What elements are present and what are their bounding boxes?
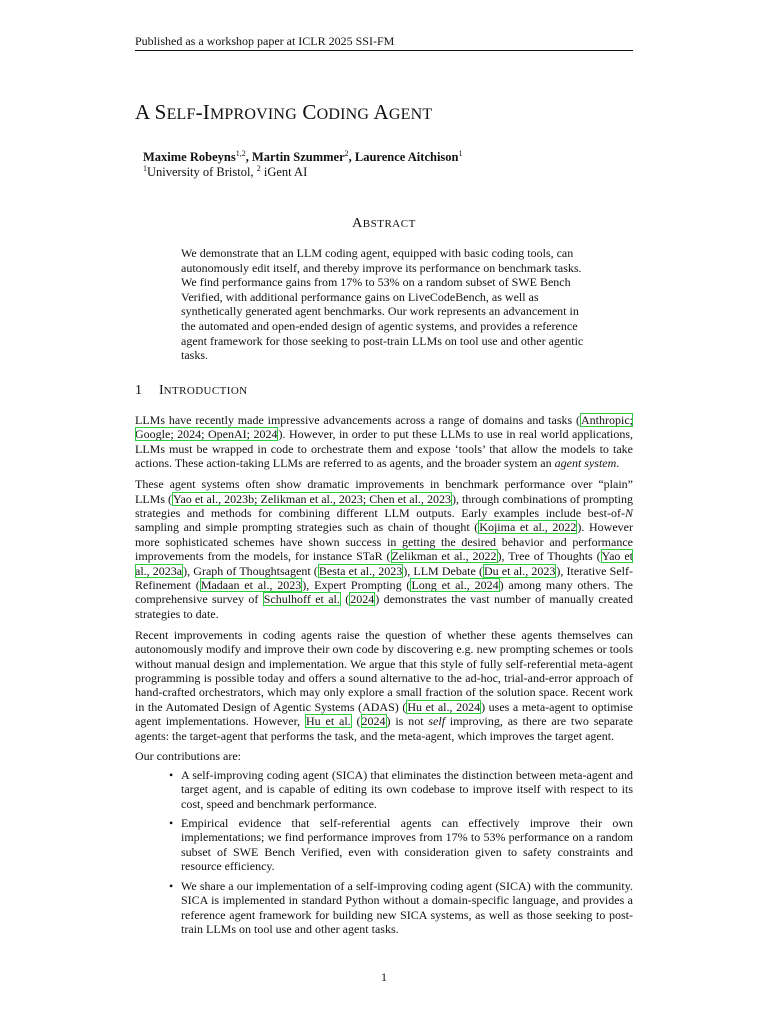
section-number: 1 [135, 383, 142, 398]
contribution-item: • A self-improving coding agent (SICA) that eliminates the distinction between meta-agent and target agent, and is capable of editing its own codebase to improve itself with respect to its cost, speed and benchmark performance. [181, 768, 633, 811]
citation-link[interactable]: Hu et al. [306, 714, 351, 729]
title-cap: C [296, 100, 317, 124]
paragraph-text: ) among many others. The comprehensive survey of [135, 577, 634, 607]
header-rule [135, 50, 633, 51]
author-affiliation-mark: 1,2 [235, 149, 246, 158]
paragraph-text: . [616, 456, 620, 471]
author-list: Maxime Robeyns$^{1,2}$, Martin Szummer$^2$, Laurence Aitchison$^1$ [143, 149, 463, 165]
citation-link[interactable]: 2024 [361, 714, 386, 729]
affiliation-name: University of Bristol, [147, 165, 257, 180]
emphasis-text: self [428, 714, 446, 729]
paragraph-text: ). However, in order to put these LLMs to use in real world applications, LLMs must be wrapped in code to orchestrate them and expose ‘tools’ that allow the models to take actions. These action-taking LLMs are referred to as agents, and the broader system an [135, 427, 633, 471]
body-text [135, 413, 633, 941]
contributions-list [135, 768, 633, 936]
citation-link[interactable]: Schulhoff et al. [263, 592, 340, 607]
paragraph-text: ( [351, 714, 361, 729]
citation-link[interactable]: Long et al., 2024 [411, 577, 499, 592]
citation-link[interactable]: Yao et al., 2023a [135, 549, 634, 578]
author-name: Maxime Robeyns [143, 150, 236, 165]
paragraph [135, 413, 633, 471]
paragraph-text: ), LLM Debate ( [403, 563, 483, 578]
title-smallcaps: ODING [316, 106, 370, 123]
paragraph-text: sampling and simple prompting strategies such as chain of thought ( [135, 520, 479, 535]
running-header: Published as a workshop paper at ICLR 2025 SSI-FM [135, 34, 395, 48]
affiliation-mark: 1 [143, 164, 147, 173]
citation-link[interactable]: Zelikman et al., 2022 [391, 549, 497, 564]
abstract-text: We demonstrate that an LLM coding agent, equipped with basic coding tools, can autonomously edit itself, and thereby improve its performance on benchmark tasks. We find performance gains from 17% to 53% on a random subset of SWE Bench Verified, with additional performance gains on LiveCodeBench, as well as synthetically generated agent benchmarks. Our work represents an advancement in the automated and open-ended design of agentic systems, and provides a reference agent framework for those seeking to post-train LLMs on tool use and other agentic tasks. [181, 246, 584, 363]
title-cap: A [135, 100, 150, 124]
emphasis-text: agent system [554, 456, 617, 471]
contributions-intro: Our contributions are: [135, 749, 241, 764]
citation-link[interactable]: Madaan et al., 2023 [200, 577, 302, 592]
contribution-item: • We share a our implementation of a self-improving coding agent (SICA) with the community. SICA is implemented in standard Python without a domain-specific language, and provides a reference agent framework for building new SICA systems, as well as those seeking to post-train LLMs on tool use and other agent tasks. [181, 879, 633, 937]
citation-link[interactable]: 2024 [350, 592, 375, 607]
intro-paragraphs [135, 413, 633, 743]
title-cap: -I [195, 100, 210, 124]
citation-link[interactable]: Besta et al., 2023 [318, 563, 403, 578]
author-affiliation-mark: 2 [344, 149, 349, 158]
paragraph-text: ) uses a meta-agent to optimise agent implementations. However, [135, 699, 633, 729]
paragraph-text: ), through combinations of prompting strategies and methods for combining different LLM outputs. Early examples include best-of- [135, 491, 634, 520]
author-name: Laurence Aitchison [354, 150, 459, 165]
paragraph-text: ). However more sophisticated schemes have shown success in getting the desired behavior and performance improvements from the models, for instance STaR ( [135, 520, 633, 564]
section-heading [135, 383, 248, 399]
affiliations [143, 164, 307, 180]
paragraph-text: ), Tree of Thoughts ( [497, 549, 601, 564]
title-smallcaps: GENT [388, 106, 433, 123]
paragraph-text: ), Iterative Self-Refinement ( [135, 563, 633, 592]
paragraph-text: ), Graph of Thoughtsagent ( [183, 563, 318, 578]
paragraph [135, 477, 633, 621]
contribution-item: • Empirical evidence that self-referential agents can effectively improve their own implementations; we find performance improves from 17% to 53% performance on a random subset of SWE Bench Verified, even with consideration given to safety constraints and resource efficiency. [181, 816, 633, 874]
paragraph-text: LLMs have recently made impressive advancements across a range of domains and tasks ( [135, 413, 580, 427]
paper-title [135, 100, 432, 125]
affiliation-mark: 2 [256, 164, 261, 173]
paragraph-text: ) demonstrates the vast number of manually created strategies to date. [135, 592, 633, 621]
citation-link[interactable]: Du et al., 2023 [483, 563, 556, 578]
author-affiliation-mark: 1 [458, 149, 463, 158]
citation-link[interactable]: Hu et al., 2024 [407, 699, 481, 714]
emphasis-text: N [624, 505, 633, 520]
abstract-heading [0, 216, 768, 232]
citation-link[interactable]: Anthropic; Google; 2024; OpenAI; 2024 [135, 413, 633, 442]
abstract-heading-rest: BSTRACT [362, 218, 416, 230]
page-number: 1 [381, 970, 387, 984]
section-title-cap: I [159, 383, 164, 398]
title-smallcaps: MPROVING [210, 106, 297, 123]
paragraph-text: ) is not [386, 714, 429, 729]
title-smallcaps: ELF [166, 106, 196, 123]
paragraph-text: improving, as there are two separate agents: the target-agent that performs the task, and the meta-agent, which improves the target agent. [135, 714, 634, 743]
paragraph-text: These agent systems often show dramatic improvements in benchmark performance over “plain” LLMs ( [135, 477, 633, 506]
paragraph-text: Recent improvements in coding agents raise the question of whether these agents themselves can autonomously modify and improve their own code by discovering e.g. new prompting schemes or tools without manual design and implementation. We argue that this style of fully self-referential meta-agent programming is possible today and offers a sound alternative to the ad-hoc, trial-and-error approach of hand-crafted orchestrators, which may only explore a small fraction of the solution space. Recent work in the Automated Design of Agentic Systems (ADAS) ( [135, 627, 633, 714]
affiliation-name: iGent AI [260, 165, 308, 180]
title-cap: S [149, 100, 167, 124]
section-title-rest: NTRODUCTION [163, 385, 248, 397]
title-cap: A [369, 100, 389, 124]
author-name: Martin Szummer [251, 150, 345, 165]
abstract-heading-cap: A [352, 216, 363, 231]
citation-link[interactable]: Kojima et al., 2022 [479, 520, 577, 535]
paragraph-text: ), Expert Prompting ( [302, 577, 411, 592]
citation-link[interactable]: Yao et al., 2023b; Zelikman et al., 2023; Chen et al., 2023 [173, 491, 451, 506]
paragraph [135, 628, 633, 743]
paragraph-text: ( [340, 592, 350, 607]
